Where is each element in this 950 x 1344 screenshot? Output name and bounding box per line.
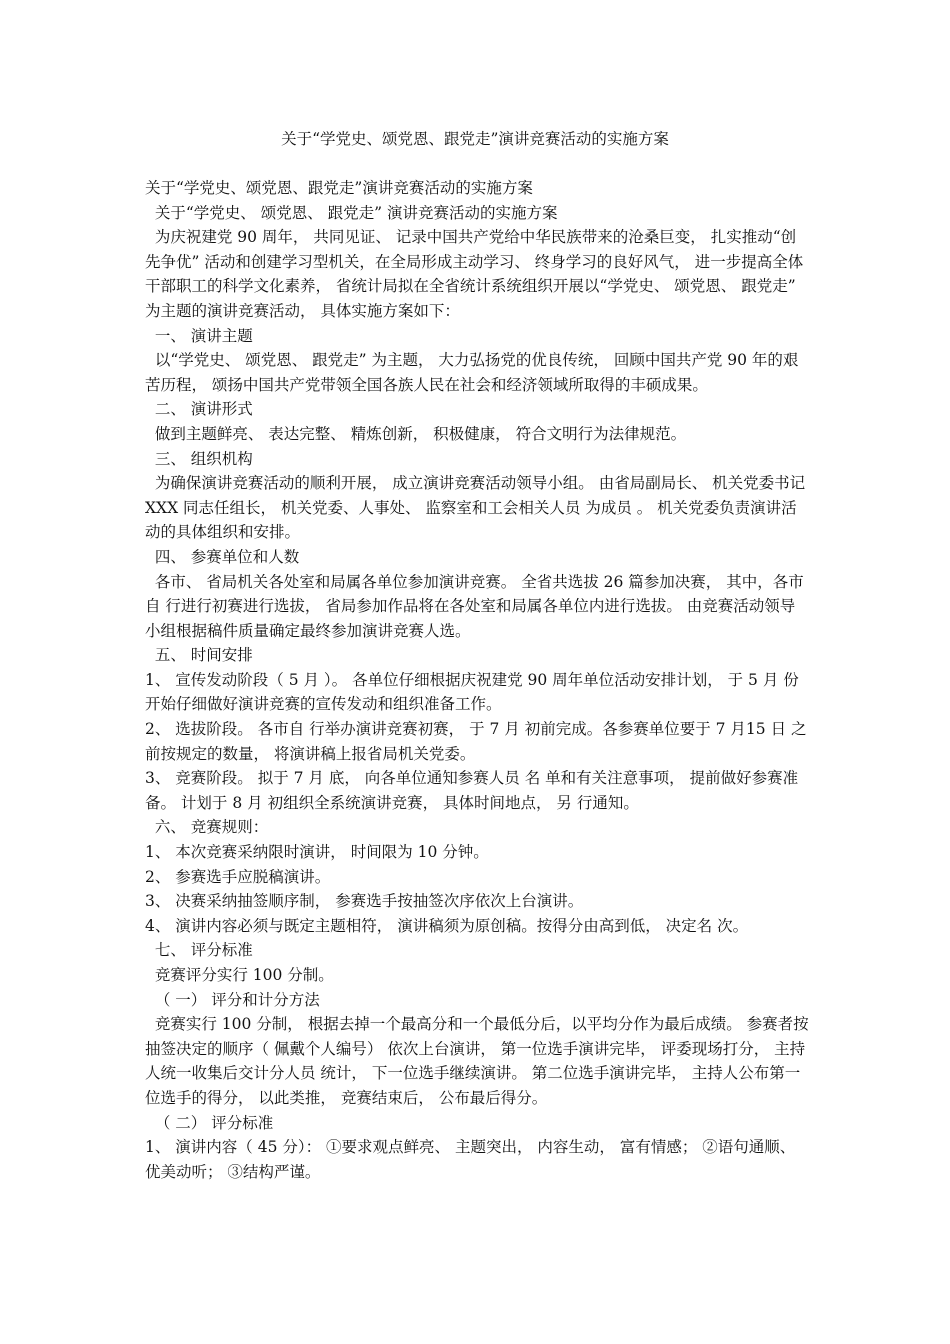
section-heading: 一、 演讲主题 <box>145 326 253 345</box>
paragraph: 为庆祝建党 90 周年， 共同见证、 记录中国共产党给中华民族带来的沧桑巨变， 扎实推动“创先争优” 活动和创建学习型机关，在全局形成主动学习、 终身学习的良好风气， 进一步提高全体干部职工的科学文化素养， 省统计局拟在全省统计系统组织开展以“学党史、 颂党恩、 跟党走” 为主题的演讲竞赛活动， 具体实施方案如下： <box>145 228 804 320</box>
subsection-heading: （ 二） 评分标准 <box>145 1113 274 1132</box>
document-title: 关于“学党史、颂党恩、跟党走”演讲竞赛活动的实施方案 <box>281 130 669 148</box>
section-heading: 七、 评分标准 <box>145 941 253 960</box>
section-heading: 五、 时间安排 <box>145 646 253 665</box>
paragraph: 为确保演讲竞赛活动的顺利开展， 成立演讲竞赛活动领导小组。 由省局副局长、 机关党委书记 XXX 同志任组长， 机关党委、人事处、 监察室和工会相关人员 为成员 。 机关党委负责演讲活动的具体组织和安排。 <box>145 474 811 542</box>
paragraph: 关于“学党史、 颂党恩、 跟党走” 演讲竞赛活动的实施方案 <box>145 203 558 222</box>
section-heading: 三、 组织机构 <box>145 449 253 468</box>
paragraph: 竞赛实行 100 分制， 根据去掉一个最高分和一个最低分后，以平均分作为最后成绩。 参赛者按抽签决定的顺序（ 佩戴个人编号） 依次上台演讲， 第一位选手演讲完毕， 评委现场打分， 主持人统一收集后交计分人员 统计， 下一位选手继续演讲。 第二位选手演讲完毕， 主持人公布第一位选手的得分， 以此类推， 竞赛结束后， 公布最后得分。 <box>145 1015 809 1107</box>
list-item: 1、 宣传发动阶段（ 5 月 ）。 各单位仔细根据庆祝建党 90 周年单位活动安排计划， 于 5 月 份开始仔细做好演讲竞赛的宣传发动和组织准备工作。 <box>145 670 799 714</box>
paragraph: 各市、 省局机关各处室和局属各单位参加演讲竞赛。 全省共选拔 26 篇参加决赛， 其中，各市自 行进行初赛进行选拔， 省局参加作品将在各处室和局属各单位内进行选拔。 由竞赛活动领导小组根据稿件质量确定最终参加演讲竞赛人选。 <box>145 572 804 640</box>
subsection-heading: （ 一） 评分和计分方法 <box>145 990 320 1009</box>
paragraph: 做到主题鲜亮、 表达完整、 精炼创新， 积极健康， 符合文明行为法律规范。 <box>145 424 687 443</box>
list-item: 1、 演讲内容（ 45 分）： ①要求观点鲜亮、 主题突出， 内容生动， 富有情感； ②语句通顺、 优美动听； ③结构严谨。 <box>145 1138 801 1181</box>
list-item: 4、 演讲内容必须与既定主题相符， 演讲稿须为原创稿。按得分由高到低， 决定名 次。 <box>145 916 749 935</box>
paragraph: 竞赛评分实行 100 分制。 <box>145 966 334 984</box>
document-body <box>145 176 810 1184</box>
paragraph: 关于“学党史、颂党恩、跟党走”演讲竞赛活动的实施方案 <box>145 179 533 197</box>
list-item: 2、 选拔阶段。 各市自 行举办演讲竞赛初赛， 于 7 月 初前完成。各参赛单位要于 7 月15 日 之前按规定的数量， 将演讲稿上报省局机关党委。 <box>145 720 807 763</box>
paragraph: 以“学党史、 颂党恩、 跟党走” 为主题， 大力弘扬党的优良传统， 回顾中国共产党 90 年的艰苦历程， 颂扬中国共产党带领全国各族人民在社会和经济领域所取得的丰硕成果。 <box>145 351 799 394</box>
list-item: 2、 参赛选手应脱稿演讲。 <box>145 867 331 886</box>
section-heading: 四、 参赛单位和人数 <box>145 547 300 566</box>
section-heading: 六、 竞赛规则： <box>145 818 269 837</box>
list-item: 3、 决赛采纳抽签顺序制， 参赛选手按抽签次序依次上台演讲。 <box>145 892 584 911</box>
section-heading: 二、 演讲形式 <box>145 400 253 419</box>
list-item: 1、 本次竞赛采纳限时演讲， 时间限为 10 分钟。 <box>145 843 489 862</box>
list-item: 3、 竞赛阶段。 拟于 7 月 底， 向各单位通知参赛人员 名 单和有关注意事项， 提前做好参赛准备。 计划于 8 月 初组织全系统演讲竞赛， 具体时间地点， 另 行通知。 <box>145 769 799 812</box>
